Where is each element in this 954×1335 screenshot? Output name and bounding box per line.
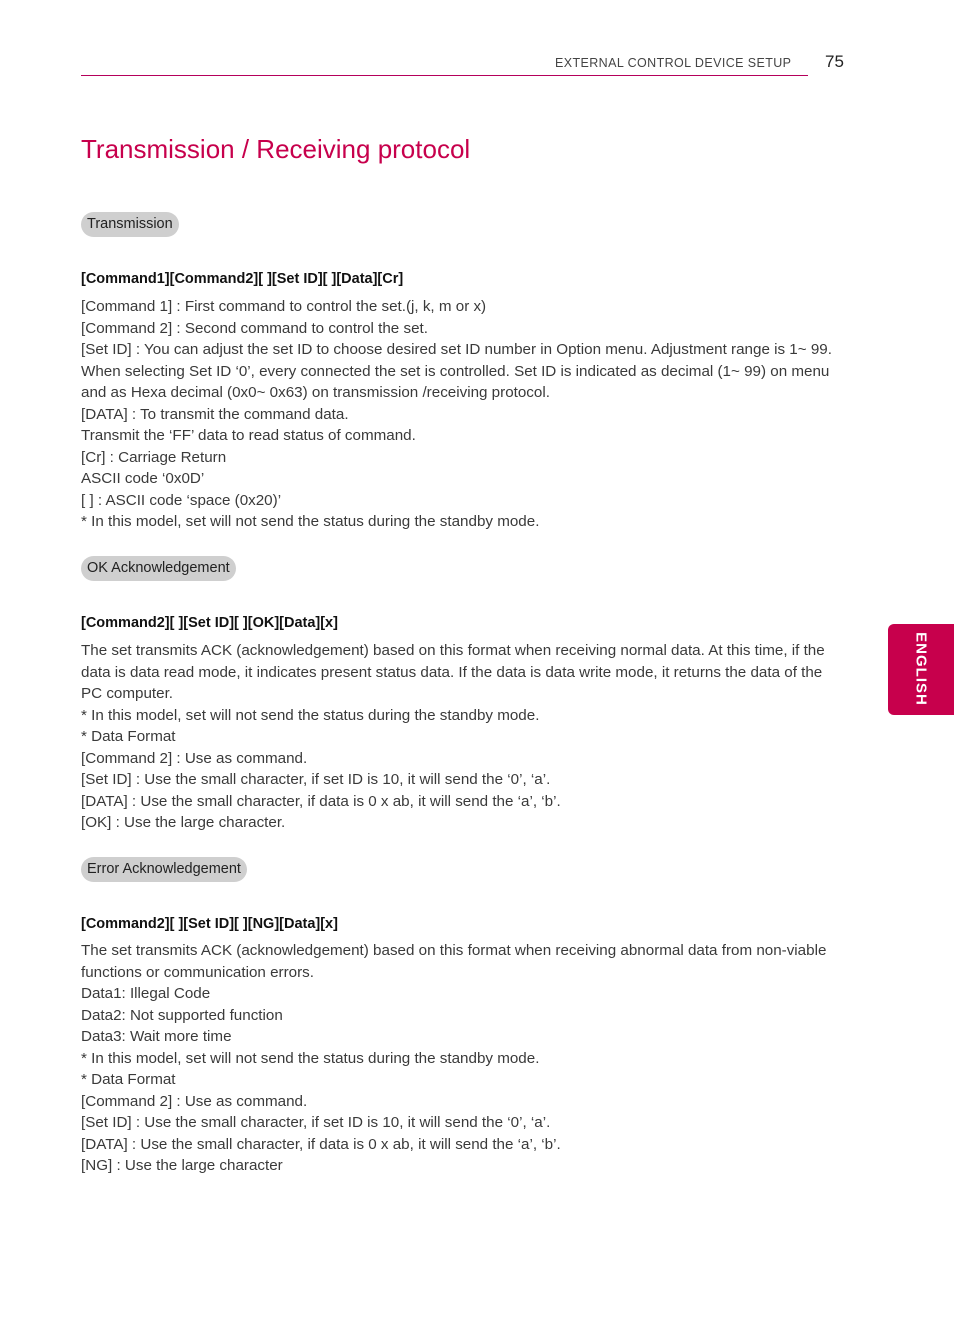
error-acknowledgement-format: [Command2][ ][Set ID][ ][NG][Data][x] <box>81 916 338 932</box>
paragraph: [Set ID] : You can adjust the set ID to choose desired set ID number in Option menu. Adjustment range is 1~ 99. When selecting Set ID ‘0’, every connected the set is controlled. Set ID is indicated as decimal (1~ 99) on menu and as Hexa decimal (0x0~ 0x63) on transmission /receiving protocol. <box>81 341 832 401</box>
paragraph: [DATA] : Use the small character, if data is 0 x ab, it will send the ‘a’, ‘b’. <box>81 1135 561 1153</box>
paragraph: * In this model, set will not send the status during the standby mode. <box>81 1049 540 1067</box>
paragraph: [ ] : ASCII code ‘space (0x20)’ <box>81 491 282 509</box>
paragraph: [DATA] : Use the small character, if data is 0 x ab, it will send the ‘a’, ‘b’. <box>81 792 561 810</box>
paragraph: [NG] : Use the large character <box>81 1157 283 1174</box>
ok-acknowledgement-body <box>81 640 843 834</box>
paragraph: [Cr] : Carriage Return <box>81 448 227 466</box>
language-tab-label: ENGLISH <box>912 632 930 706</box>
paragraph: Transmit the ‘FF’ data to read status of command. <box>81 427 416 444</box>
section-label-ok-acknowledgement: OK Acknowledgement <box>81 556 236 581</box>
paragraph: [Command 1] : First command to control the set.(j, k, m or x) <box>81 298 487 315</box>
paragraph: [OK] : Use the large character. <box>81 814 286 831</box>
header-section-label: EXTERNAL CONTROL DEVICE SETUP <box>555 56 792 70</box>
transmission-format: [Command1][Command2][ ][Set ID][ ][Data][Cr] <box>81 271 404 287</box>
paragraph: * In this model, set will not send the status during the standby mode. <box>81 513 540 530</box>
paragraph: [Set ID] : Use the small character, if set ID is 10, it will send the ‘0’, ‘a’. <box>81 771 551 788</box>
error-acknowledgement-body <box>81 940 843 1177</box>
paragraph: The set transmits ACK (acknowledgement) based on this format when receiving normal data. At this time, if the data is data read mode, it indicates present status data. If the data is data write mode, it returns the data of the PC computer. <box>81 642 825 702</box>
language-tab <box>888 624 954 715</box>
paragraph: Data3: Wait more time <box>81 1028 232 1045</box>
paragraph: [Set ID] : Use the small character, if set ID is 10, it will send the ‘0’, ‘a’. <box>81 1114 551 1131</box>
paragraph: [Command 2] : Use as command. <box>81 1092 308 1110</box>
paragraph: [Command 2] : Second command to control the set. <box>81 319 428 337</box>
section-label-error-acknowledgement: Error Acknowledgement <box>81 857 247 882</box>
section-label-transmission: Transmission <box>81 212 179 237</box>
ok-acknowledgement-format: [Command2][ ][Set ID][ ][OK][Data][x] <box>81 615 338 631</box>
paragraph: * Data Format <box>81 1071 176 1088</box>
paragraph: ASCII code ‘0x0D’ <box>81 470 205 487</box>
page-title: Transmission / Receiving protocol <box>81 134 471 164</box>
paragraph: Data2: Not supported function <box>81 1006 283 1024</box>
paragraph: The set transmits ACK (acknowledgement) based on this format when receiving abnormal data from non-viable functions or communication errors. <box>81 942 827 981</box>
transmission-body <box>81 296 843 533</box>
paragraph: Data1: Illegal Code <box>81 985 211 1002</box>
paragraph: [Command 2] : Use as command. <box>81 749 308 767</box>
header-rule <box>81 75 808 76</box>
paragraph: [DATA] : To transmit the command data. <box>81 405 349 423</box>
paragraph: * In this model, set will not send the status during the standby mode. <box>81 706 540 724</box>
paragraph: * Data Format <box>81 728 176 745</box>
page-number: 75 <box>825 52 844 71</box>
